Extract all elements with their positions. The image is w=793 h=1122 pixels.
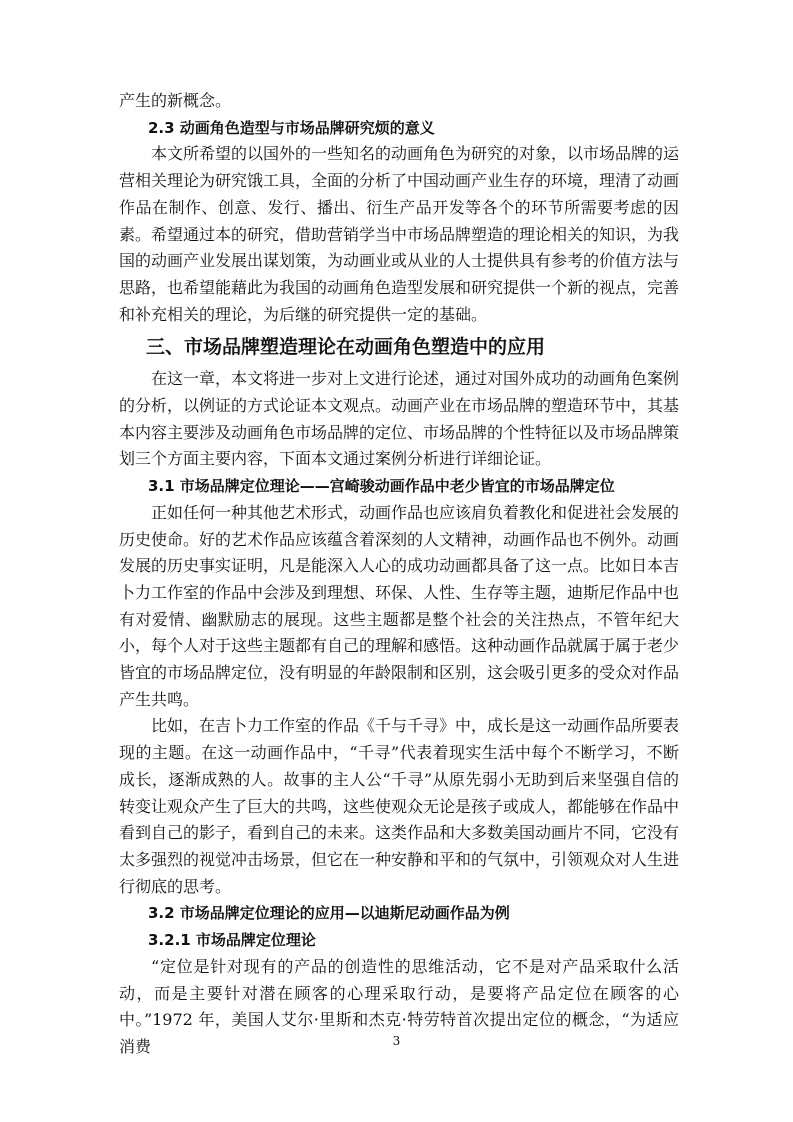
page-body [119,88,679,1061]
section-heading-3-2: 3.2 市场品牌定位理论的应用—以迪斯尼动画作品为例 [148,904,510,923]
section-heading-3-1: 3.1 市场品牌定位理论——宫崎骏动画作品中老少皆宜的市场品牌定位 [148,477,615,496]
section-heading-2-3: 2.3 动画角色造型与市场品牌研究烦的意义 [148,118,435,137]
paragraph-spirited-away: 比如，在吉卜力工作室的作品《千与千寻》中，成长是这一动画作品所要表现的主题。在这一动画作品中，“千寻”代表着现实生活中每个不断学习，不断成长，逐渐成熟的人。故事的主人公“千寻”从原先弱小无助到后来坚强自信的转变让观众产生了巨大的共鸣，这些使观众无论是孩子或成人，都能够在作品中看到自己的影子，看到自己的未来。这类作品和大多数美国动画片不同，它没有太多强烈的视觉冲击场景，但它在一种安静和平和的气氛中，引领观众对人生进行彻底的思考。 [119,716,680,896]
chapter-heading-3: 三、市场品牌塑造理论在动画角色塑造中的应用 [146,336,546,359]
paragraph-chapter-intro: 在这一章，本文将进一步对上文进行论述，通过对国外成功的动画角色案例的分析，以例证的方式论证本文观点。动画产业在市场品牌的塑造环节中，其基本内容主要涉及动画角色市场品牌的定位、市场品牌的个性特征以及市场品牌策划三个方面主要内容，下面本文通过案例分析进行详细论证。 [119,369,680,469]
section-heading-3-2-1: 3.2.1 市场品牌定位理论 [148,931,316,950]
paragraph-continuation: 产生的新概念。 [119,91,232,110]
paragraph-positioning-quote: “定位是针对现有的产品的创造性的思维活动，它不是对产品采取什么活动，而是主要针对潜在顾客的心理采取行动，是要将产品定位在顾客的心中。”1972 年，美国人艾尔·里斯和杰克·特劳特首次提出定位的概念，“为适应消费 [119,956,679,1056]
paragraph-mission: 正如任何一种其他艺术形式，动画作品也应该肩负着教化和促进社会发展的历史使命。好的艺术作品应该蕴含着深刻的人文精神，动画作品也不例外。动画发展的历史事实证明，凡是能深入人心的成功动画都具备了这一点。比如日本吉卜力工作室的作品中会涉及到理想、环保、人性、生存等主题，迪斯尼作品中也有对爱情、幽默励志的展现。这些主题都是整个社会的关注热点，不管年纪大小，每个人对于这些主题都有自己的理解和感悟。这种动画作品就属于属于老少皆宜的市场品牌定位，没有明显的年龄限制和区别，这会吸引更多的受众对作品产生共鸣。 [119,502,680,709]
page-number: 3 [392,1034,401,1048]
paragraph-significance: 本文所希望的以国外的一些知名的动画角色为研究的对象，以市场品牌的运营相关理论为研究饿工具，全面的分析了中国动画产业生存的环境，理清了动画作品在制作、创意、发行、播出、衍生产品开发等各个的环节所需要考虑的因素。希望通过本的研究，借助营销学当中市场品牌塑造的理论相关的知识，为我国的动画产业发展出谋划策，为动画业或从业的人士提供具有参考的价值方法与思路，也希望能藉此为我国的动画角色造型发展和研究提供一个新的视点，完善和补充相关的理论，为后继的研究提供一定的基础。 [119,144,680,324]
